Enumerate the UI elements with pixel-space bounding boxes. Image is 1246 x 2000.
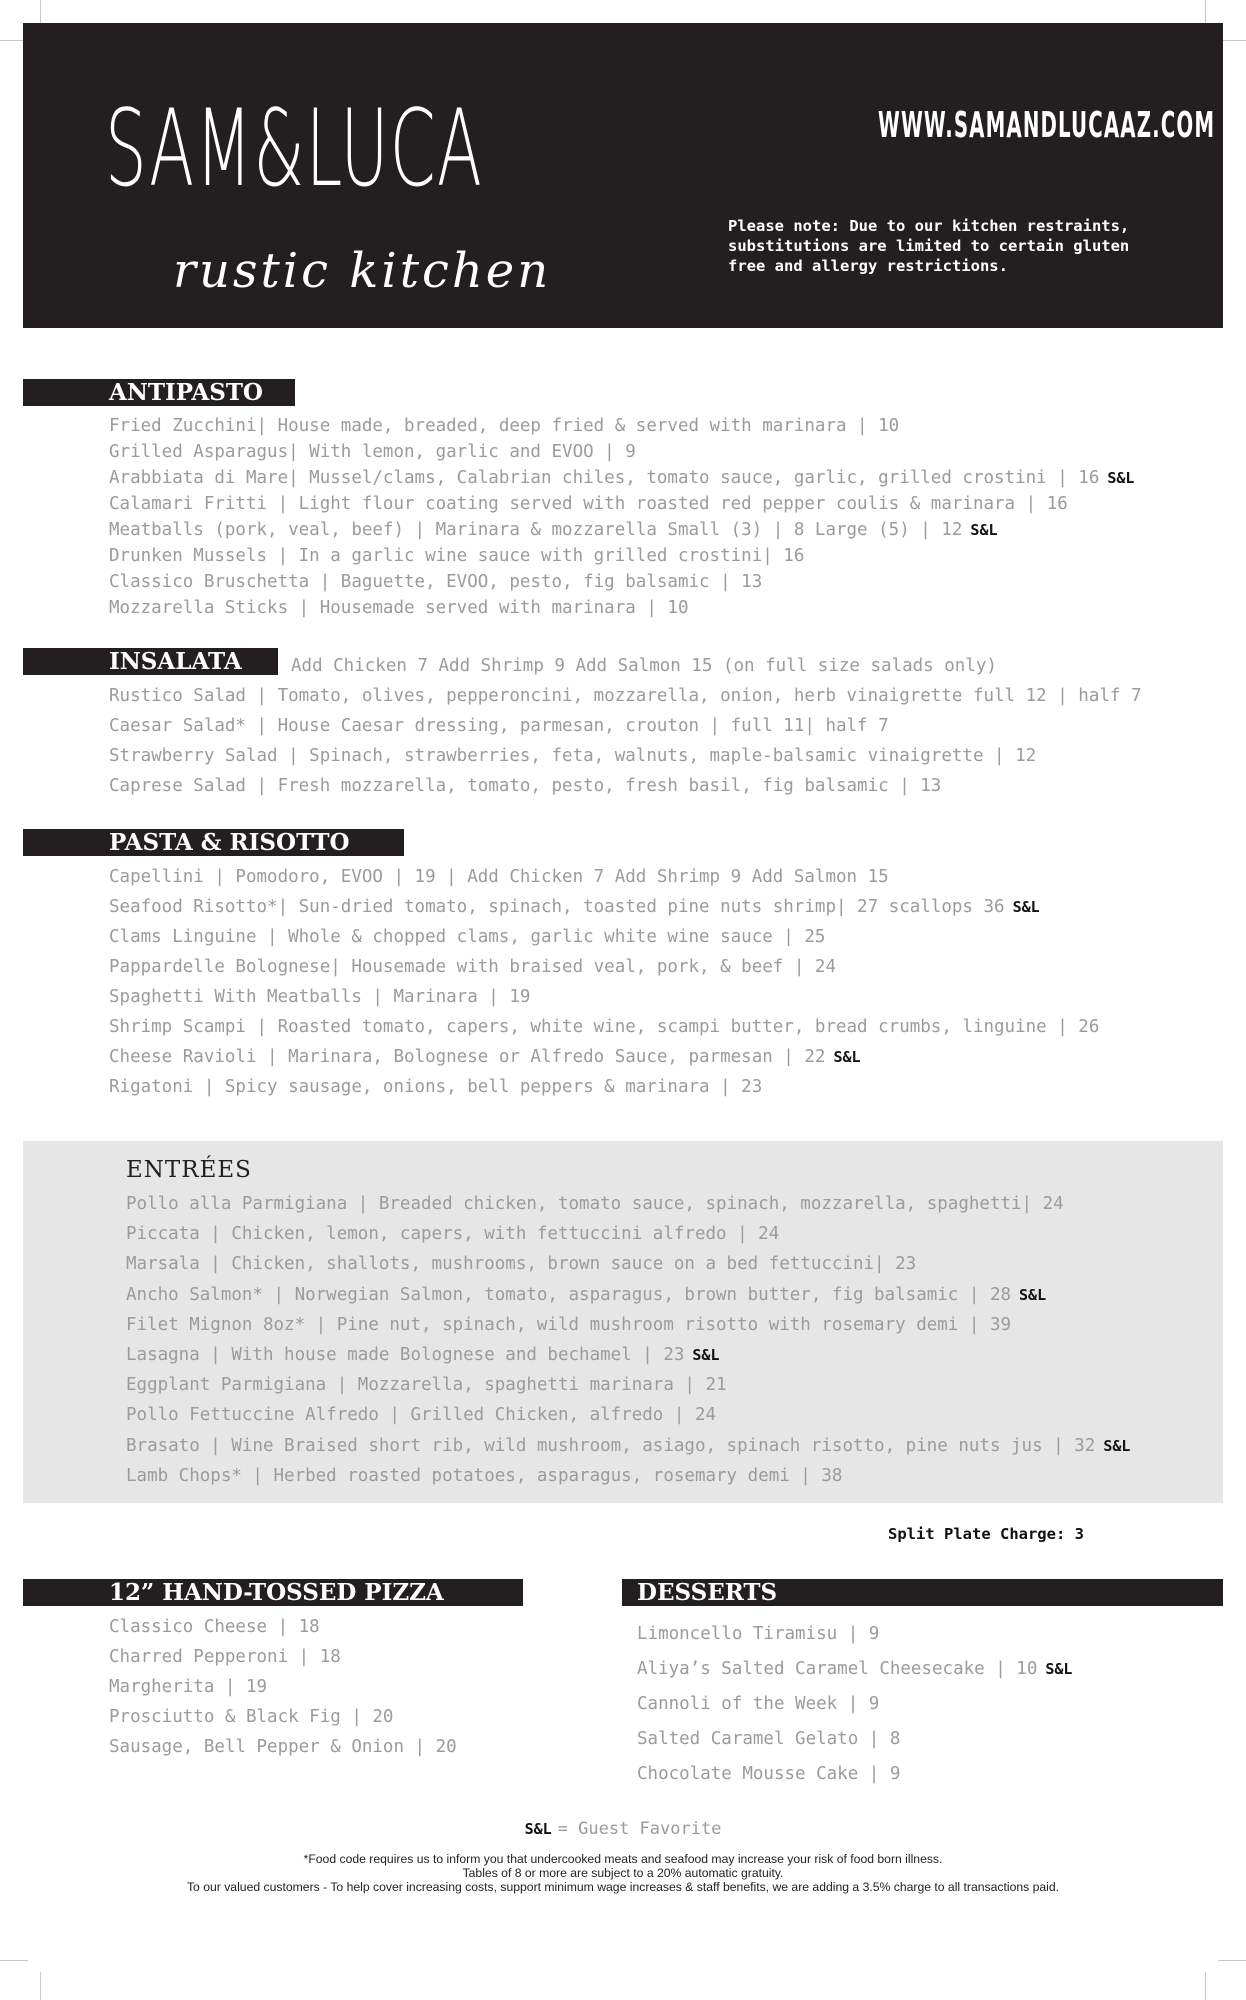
pizza-list xyxy=(109,1612,457,1762)
menu-item-text: Lasagna | With house made Bolognese and bechamel | 23 xyxy=(126,1345,685,1366)
footer-line: To our valued customers - To help cover increasing costs, support minimum wage increases & staff benefits, we are adding a 3.5% charge to all transactions paid. xyxy=(186,1880,1060,1894)
menu-item xyxy=(126,1189,1130,1219)
menu-item-text: Cannoli of the Week | 9 xyxy=(637,1694,880,1714)
menu-item xyxy=(109,922,1099,952)
menu-item-text: Filet Mignon 8oz* | Pine nut, spinach, wild mushroom risotto with rosemary demi | 39 xyxy=(126,1314,1012,1335)
guest-favorite-badge: S&L xyxy=(1103,1436,1131,1455)
menu-item xyxy=(126,1370,1130,1400)
menu-item-text: Spaghetti With Meatballs | Marinara | 19 xyxy=(109,987,531,1007)
menu-item-text: Pollo alla Parmigiana | Breaded chicken, tomato sauce, spinach, mozzarella, spaghetti| 24 xyxy=(126,1194,1064,1214)
logo-subtitle: rustic kitchen xyxy=(173,243,552,299)
website-url: WWW.SAMANDLUCAAZ.COM xyxy=(878,105,1216,146)
menu-item-text: Chocolate Mousse Cake | 9 xyxy=(637,1764,901,1784)
menu-item-text: Pappardelle Bolognese| Housemade with braised veal, pork, & beef | 24 xyxy=(109,957,836,977)
footer-notes xyxy=(0,1852,1246,1894)
menu-item-text: Charred Pepperoni | 18 xyxy=(109,1647,341,1667)
menu-item-text: Brasato | Wine Braised short rib, wild mushroom, asiago, spinach risotto, pine nuts jus | 32 xyxy=(126,1435,1096,1456)
menu-item xyxy=(126,1219,1130,1249)
guest-favorite-legend xyxy=(0,1819,1246,1839)
menu-item xyxy=(109,1612,457,1642)
menu-item xyxy=(126,1280,1130,1310)
menu-item xyxy=(126,1310,1130,1340)
menu-item-text: Strawberry Salad | Spinach, strawberries, feta, walnuts, maple-balsamic vinaigrette | 12 xyxy=(109,746,1037,766)
menu-item xyxy=(109,862,1099,892)
legend-text: = Guest Favorite xyxy=(557,1819,722,1839)
menu-item-text: Meatballs (pork, veal, beef) | Marinara & mozzarella Small (3) | 8 Large (5) | 12 xyxy=(109,520,963,540)
menu-item-text: Piccata | Chicken, lemon, capers, with fettuccini alfredo | 24 xyxy=(126,1224,780,1245)
menu-item xyxy=(109,1042,1099,1072)
footer-line: Tables of 8 or more are subject to a 20% automatic gratuity. xyxy=(462,1866,784,1880)
menu-item-text: Cheese Ravioli | Marinara, Bolognese or Alfredo Sauce, parmesan | 22 xyxy=(109,1047,826,1067)
guest-favorite-badge: S&L xyxy=(1012,898,1040,916)
menu-item xyxy=(109,982,1099,1012)
menu-item-text: Rustico Salad | Tomato, olives, pepperoncini, mozzarella, onion, herb vinaigrette full 12 | half 7 xyxy=(109,686,1142,706)
menu-item-text: Rigatoni | Spicy sausage, onions, bell peppers & marinara | 23 xyxy=(109,1077,763,1097)
crop-mark xyxy=(1205,0,1206,24)
menu-item-text: Prosciutto & Black Fig | 20 xyxy=(109,1707,394,1727)
crop-mark xyxy=(1205,1972,1206,2000)
guest-favorite-badge: S&L xyxy=(1107,469,1135,487)
menu-item-text: Ancho Salmon* | Norwegian Salmon, tomato, asparagus, brown butter, fig balsamic | 28 xyxy=(126,1284,1012,1305)
menu-item-text: Shrimp Scampi | Roasted tomato, capers, white wine, scampi butter, bread crumbs, linguine | 26 xyxy=(109,1017,1100,1037)
menu-item xyxy=(109,1642,457,1672)
menu-header xyxy=(23,23,1223,328)
menu-item xyxy=(109,491,1134,517)
menu-item xyxy=(126,1340,1130,1370)
menu-item-text: Classico Bruschetta | Baguette, EVOO, pesto, fig balsamic | 13 xyxy=(109,572,763,592)
menu-item xyxy=(109,741,1142,771)
menu-item xyxy=(126,1431,1130,1461)
guest-favorite-badge: S&L xyxy=(1045,1660,1073,1678)
menu-item xyxy=(637,1652,1072,1687)
menu-item-text: Limoncello Tiramisu | 9 xyxy=(637,1624,880,1644)
menu-item xyxy=(109,595,1134,621)
menu-item xyxy=(126,1461,1130,1491)
menu-item xyxy=(637,1722,1072,1757)
menu-item-text: Eggplant Parmigiana | Mozzarella, spaghetti marinara | 21 xyxy=(126,1375,727,1396)
menu-item-text: Clams Linguine | Whole & chopped clams, garlic white wine sauce | 25 xyxy=(109,927,826,947)
guest-favorite-badge: S&L xyxy=(1019,1285,1047,1304)
section-header-antipasto: ANTIPASTO xyxy=(23,379,295,406)
menu-item-text: Seafood Risotto*| Sun-dried tomato, spinach, toasted pine nuts shrimp| 27 scallops 36 xyxy=(109,897,1005,917)
menu-item-text: Drunken Mussels | In a garlic wine sauce with grilled crostini| 16 xyxy=(109,546,805,566)
menu-item-text: Caprese Salad | Fresh mozzarella, tomato, pesto, fresh basil, fig balsamic | 13 xyxy=(109,776,942,796)
menu-item-text: Fried Zucchini| House made, breaded, deep fried & served with marinara | 10 xyxy=(109,416,900,436)
menu-item xyxy=(637,1687,1072,1722)
pasta-list xyxy=(109,862,1099,1102)
menu-item-text: Mozzarella Sticks | Housemade served with marinara | 10 xyxy=(109,598,689,618)
entrees-list xyxy=(126,1189,1130,1491)
menu-item-text: Caesar Salad* | House Caesar dressing, parmesan, crouton | full 11| half 7 xyxy=(109,716,889,736)
section-header-pizza: 12” HAND-TOSSED PIZZA xyxy=(23,1579,523,1606)
menu-item xyxy=(637,1617,1072,1652)
menu-item xyxy=(637,1757,1072,1792)
menu-item-text: Aliya’s Salted Caramel Cheesecake | 10 xyxy=(637,1659,1038,1679)
menu-item-text: Classico Cheese | 18 xyxy=(109,1617,320,1637)
split-plate-charge: Split Plate Charge: 3 xyxy=(888,1525,1084,1543)
menu-item-text: Pollo Fettuccine Alfredo | Grilled Chicken, alfredo | 24 xyxy=(126,1405,717,1426)
menu-item xyxy=(109,681,1142,711)
menu-item xyxy=(109,465,1134,491)
menu-item xyxy=(109,1012,1099,1042)
section-header-pasta: PASTA & RISOTTO xyxy=(23,829,404,856)
menu-item xyxy=(109,1072,1099,1102)
menu-item xyxy=(109,952,1099,982)
section-header-desserts: DESSERTS xyxy=(622,1579,1223,1606)
section-header-insalata: INSALATA xyxy=(23,648,278,675)
menu-item xyxy=(109,439,1134,465)
menu-item xyxy=(109,413,1134,439)
menu-item-text: Arabbiata di Mare| Mussel/clams, Calabrian chiles, tomato sauce, garlic, grilled crostini | 16 xyxy=(109,468,1100,488)
menu-item xyxy=(109,1732,457,1762)
menu-item xyxy=(109,543,1134,569)
menu-item xyxy=(109,569,1134,595)
menu-item-text: Margherita | 19 xyxy=(109,1677,268,1697)
insalata-list xyxy=(109,681,1142,801)
crop-mark xyxy=(40,1972,41,2000)
menu-item-text: Lamb Chops* | Herbed roasted potatoes, asparagus, rosemary demi | 38 xyxy=(126,1465,843,1486)
menu-item xyxy=(126,1400,1130,1430)
crop-mark xyxy=(0,1960,28,1961)
desserts-list xyxy=(637,1617,1072,1792)
menu-item xyxy=(109,1672,457,1702)
menu-item xyxy=(109,711,1142,741)
menu-item xyxy=(126,1249,1130,1279)
menu-item xyxy=(109,892,1099,922)
antipasto-list xyxy=(109,413,1134,621)
guest-favorite-badge: S&L xyxy=(692,1346,720,1365)
logo-title: SAM&LUCA xyxy=(105,87,484,210)
guest-favorite-badge: S&L xyxy=(970,521,998,539)
menu-item-text: Grilled Asparagus| With lemon, garlic and EVOO | 9 xyxy=(109,442,636,462)
menu-item-text: Marsala | Chicken, shallots, mushrooms, brown sauce on a bed fettuccini| 23 xyxy=(126,1254,917,1275)
menu-item-text: Calamari Fritti | Light flour coating served with roasted red pepper coulis & marinara | 16 xyxy=(109,494,1068,514)
section-header-entrees: ENTRÉES xyxy=(126,1157,252,1183)
crop-mark xyxy=(1218,1960,1246,1961)
sl-badge: S&L xyxy=(524,1820,552,1838)
crop-mark xyxy=(40,0,41,24)
footer-line: *Food code requires us to inform you that undercooked meats and seafood may increase your risk of food born illness. xyxy=(303,1852,943,1866)
menu-item-text: Capellini | Pomodoro, EVOO | 19 | Add Chicken 7 Add Shrimp 9 Add Salmon 15 xyxy=(109,867,889,887)
guest-favorite-badge: S&L xyxy=(833,1048,861,1066)
menu-item-text: Salted Caramel Gelato | 8 xyxy=(637,1729,901,1749)
menu-item xyxy=(109,517,1134,543)
insalata-add-ons: Add Chicken 7 Add Shrimp 9 Add Salmon 15 (on full size salads only) xyxy=(291,656,997,676)
menu-item xyxy=(109,771,1142,801)
menu-item-text: Sausage, Bell Pepper & Onion | 20 xyxy=(109,1737,457,1757)
kitchen-note: Please note: Due to our kitchen restraints, substitutions are limited to certain gluten free and allergy restrictions. xyxy=(728,217,1130,275)
menu-item xyxy=(109,1702,457,1732)
